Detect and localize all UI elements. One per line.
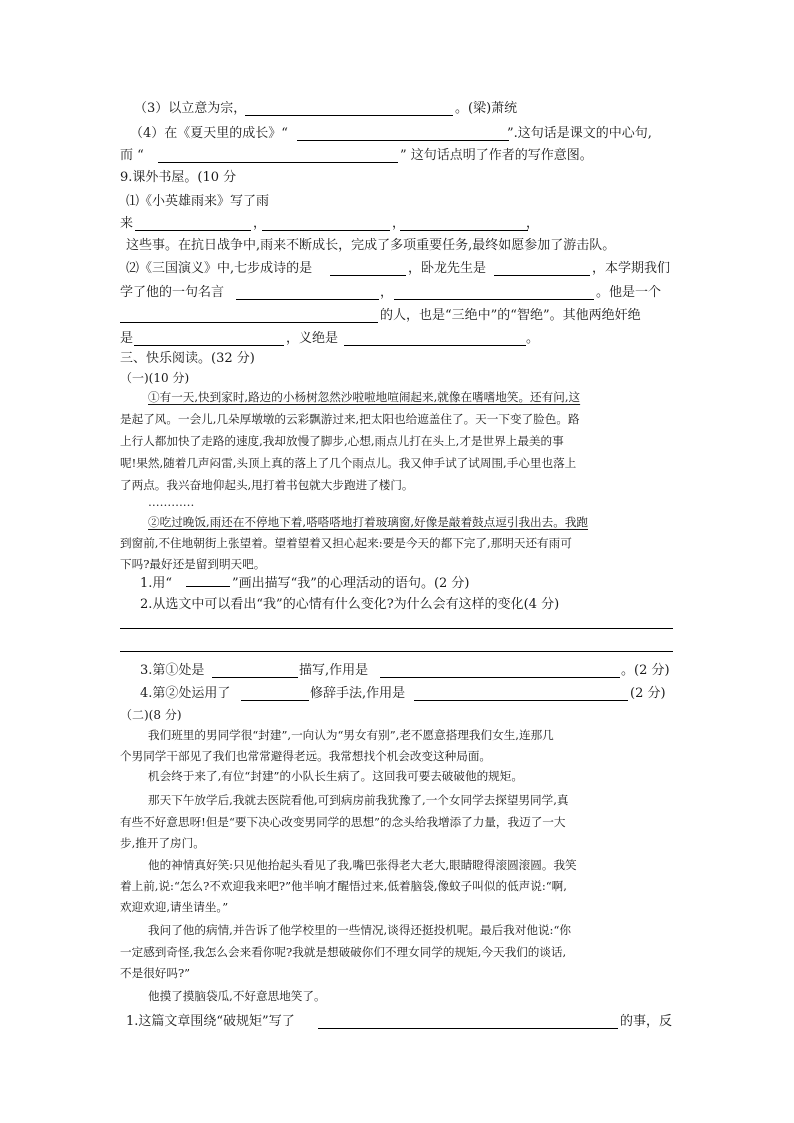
part2-q1-suffix: 的事，反 <box>620 1014 673 1029</box>
passage2-line-text: 一定感到奇怪,我怎么会来看你呢?我就是想破破你们不理女同学的规矩,今天我们的谈话, <box>120 945 567 959</box>
q9-p2-f: 。他是一个 <box>596 285 662 300</box>
q9-title-text: 9.课外书屋。(10 分 <box>120 170 237 185</box>
answer-blank[interactable] <box>158 148 398 163</box>
answer-blank[interactable] <box>241 686 309 701</box>
passage1-line-text: 下吗?最好还是留到明天吧。 <box>120 557 266 571</box>
part1-q1-prefix: 1.用“ <box>140 576 173 591</box>
passage1-line-text: 上行人都加快了走路的速度,我却放慢了脚步,心想,雨点儿打在头上,才是世界上最美的事 <box>120 434 564 448</box>
passage1-line-text <box>148 387 580 407</box>
passage2-line-text: 有些不好意思呀!但是“要下决心改变男同学的思想”的念头给我增添了力量，我迈了一大 <box>120 815 566 829</box>
passage2-line-text: 他的神情真好笑:只见他抬起头看见了我,嘴巴张得老大老大,眼睛瞪得滚圆滚圆。我笑 <box>148 858 577 872</box>
underline-sample <box>186 574 230 587</box>
passage2-line-text: 个男同学干部见了我们也常常避得老远。我常想找个机会改变这种局面。 <box>120 749 492 763</box>
q9-p2-e: ， <box>380 285 394 300</box>
answer-blank[interactable] <box>318 1014 618 1029</box>
passage2-line-text: 步,推开了房门。 <box>120 836 205 850</box>
answer-blank[interactable] <box>394 285 594 300</box>
part1-q4-a: 4.第②处运用了 <box>140 686 231 701</box>
q8-item3-suffix: 。(梁)萧统 <box>455 101 518 116</box>
passage2-line-text: 他摸了摸脑袋瓜,不好意思地笑了。 <box>148 989 326 1003</box>
answer-blank[interactable] <box>414 686 628 701</box>
passage1-line-text: 呢!果然,随着几声闷雷,头顶上真的落上了几个雨点儿。我又伸手试了试周围,手心里也落上 <box>120 456 577 470</box>
q8-item4-cont-prefix: 而 “ <box>120 148 144 163</box>
q9-p1-comma: ， <box>526 216 540 231</box>
q8-item3-prefix: （3）以立意为宗， <box>134 101 247 116</box>
part1-q2-text: 2.从选文中可以看出“我”的心情有什么变化?为什么会有这样的变化(4 分) <box>140 597 560 612</box>
q9-p1-end-text: 这些事。在抗日战争中,雨来不断成长，完成了多项重要任务,最终如愿参加了游击队。 <box>126 238 616 253</box>
part1-q3-c: 。(2 分) <box>621 663 670 678</box>
q9-p2-g: 的人，也是“三绝中”的“智绝”。其他两绝奸绝 <box>380 308 641 323</box>
part1-q3-a: 3.第①处是 <box>140 663 205 678</box>
answer-blank[interactable] <box>134 331 284 346</box>
q9-p2-d: 学了他的一句名言 <box>120 285 225 300</box>
q9-p2-c: ，本学期我们 <box>592 261 671 276</box>
passage1-line-text: 了两点。我兴奋地仰起头,甩打着书包就大步跑进了楼门。 <box>120 478 414 492</box>
part1-q4-c: (2 分) <box>630 686 666 701</box>
q9-p2-h: 是 <box>120 331 134 346</box>
q9-p2-i: ，义绝是 <box>286 331 339 346</box>
passage2-line-text: 我问了他的病情,并告诉了他学校里的一些情况,谈得还挺投机呢。最后我对他说:“你 <box>148 923 571 937</box>
passage2-line-text: 不是很好吗?” <box>120 966 191 980</box>
answer-line[interactable] <box>120 651 673 652</box>
section3-title-text: 三、快乐阅读。(32 分) <box>120 351 255 366</box>
passage2-line-text: 欢迎欢迎,请坐请坐。” <box>120 900 229 914</box>
q9-p1-comma: ， <box>392 216 406 231</box>
answer-blank[interactable] <box>344 331 526 346</box>
underlined-text: ①有一天,快到家时,路边的小杨树忽然沙啦啦地喧闹起来,就像在嗜嗜地笑。还有问,这 <box>148 390 581 404</box>
passage1-line-text <box>148 512 588 532</box>
answer-blank[interactable] <box>245 101 453 116</box>
q8-item4-prefix: （4）在《夏天里的成长》“ <box>130 126 288 141</box>
q9-p2-j: 。 <box>526 331 540 346</box>
q8-item4-suffix: ”.这句话是课文的中心句, <box>507 126 652 141</box>
passage2-line-text: 机会终于来了,有位“封建”的小队长生病了。这回我可要去破破他的规矩。 <box>148 769 523 783</box>
q9-p1-comma: ， <box>253 216 267 231</box>
part1-heading-text: （一)(10 分) <box>120 371 190 385</box>
answer-blank[interactable] <box>494 261 590 276</box>
underlined-text: ②吃过晚饭,雨还在不停地下着,嗒嗒嗒地打着玻璃窗,好像是敲着鼓点逗引我出去。我跑 <box>148 515 589 529</box>
answer-blank[interactable] <box>330 261 406 276</box>
answer-blank[interactable] <box>380 663 620 678</box>
q9-p1-text: ⑴《小英雄雨来》写了雨 <box>126 194 270 209</box>
q9-p1-lai: 来 <box>120 216 134 231</box>
passage2-line-text: 那天下午放学后,我就去医院看他,可到病房前我犹豫了,一个女同学去探望男同学,真 <box>148 793 569 807</box>
passage2-line-text: 我们班里的男同学很“封建”,一向认为“男女有别”,老不愿意搭理我们女生,连那几 <box>148 728 554 742</box>
passage2-line-text: 着上前,说:“怎么?不欢迎我来吧?”他半响才醒悟过来,低着脑袋,像蚊子叫似的低声说:“啊, <box>120 879 567 893</box>
passage1-line-text: 是起了风。一会儿,几朵厚墩墩的云彩飘游过来,把太阳也给遮盖住了。天一下变了脸色。路 <box>120 412 580 426</box>
part2-q1-prefix: 1.这篇文章围绕“破规矩”写了 <box>126 1014 295 1029</box>
ellipsis-text: ………… <box>148 495 195 509</box>
answer-blank[interactable] <box>400 216 528 231</box>
passage1-line-text: 到窗前,不住地朝街上张望着。望着望着又担心起来:要是今天的都下完了,那明天还有雨可 <box>120 536 572 550</box>
part1-q3-b: 描写,作用是 <box>299 663 369 678</box>
q9-p2-a: ⑵《三国演义》中,七步成诗的是 <box>126 261 313 276</box>
part2-heading-text: （二)(8 分) <box>120 708 182 722</box>
answer-blank[interactable] <box>212 663 298 678</box>
q9-p2-b: ，卧龙先生是 <box>408 261 487 276</box>
answer-blank[interactable] <box>120 308 378 323</box>
answer-blank[interactable] <box>297 126 509 141</box>
part1-q4-b: 修辞手法,作用是 <box>310 686 406 701</box>
answer-blank[interactable] <box>135 216 251 231</box>
part1-q1-suffix: ”画出描写“我”的心理活动的语句。(2 分) <box>232 576 470 591</box>
q8-item4-cont-suffix: ” 这句话点明了作者的写作意图。 <box>400 148 593 163</box>
answer-blank[interactable] <box>236 285 379 300</box>
answer-blank[interactable] <box>262 216 390 231</box>
answer-line[interactable] <box>120 628 673 629</box>
